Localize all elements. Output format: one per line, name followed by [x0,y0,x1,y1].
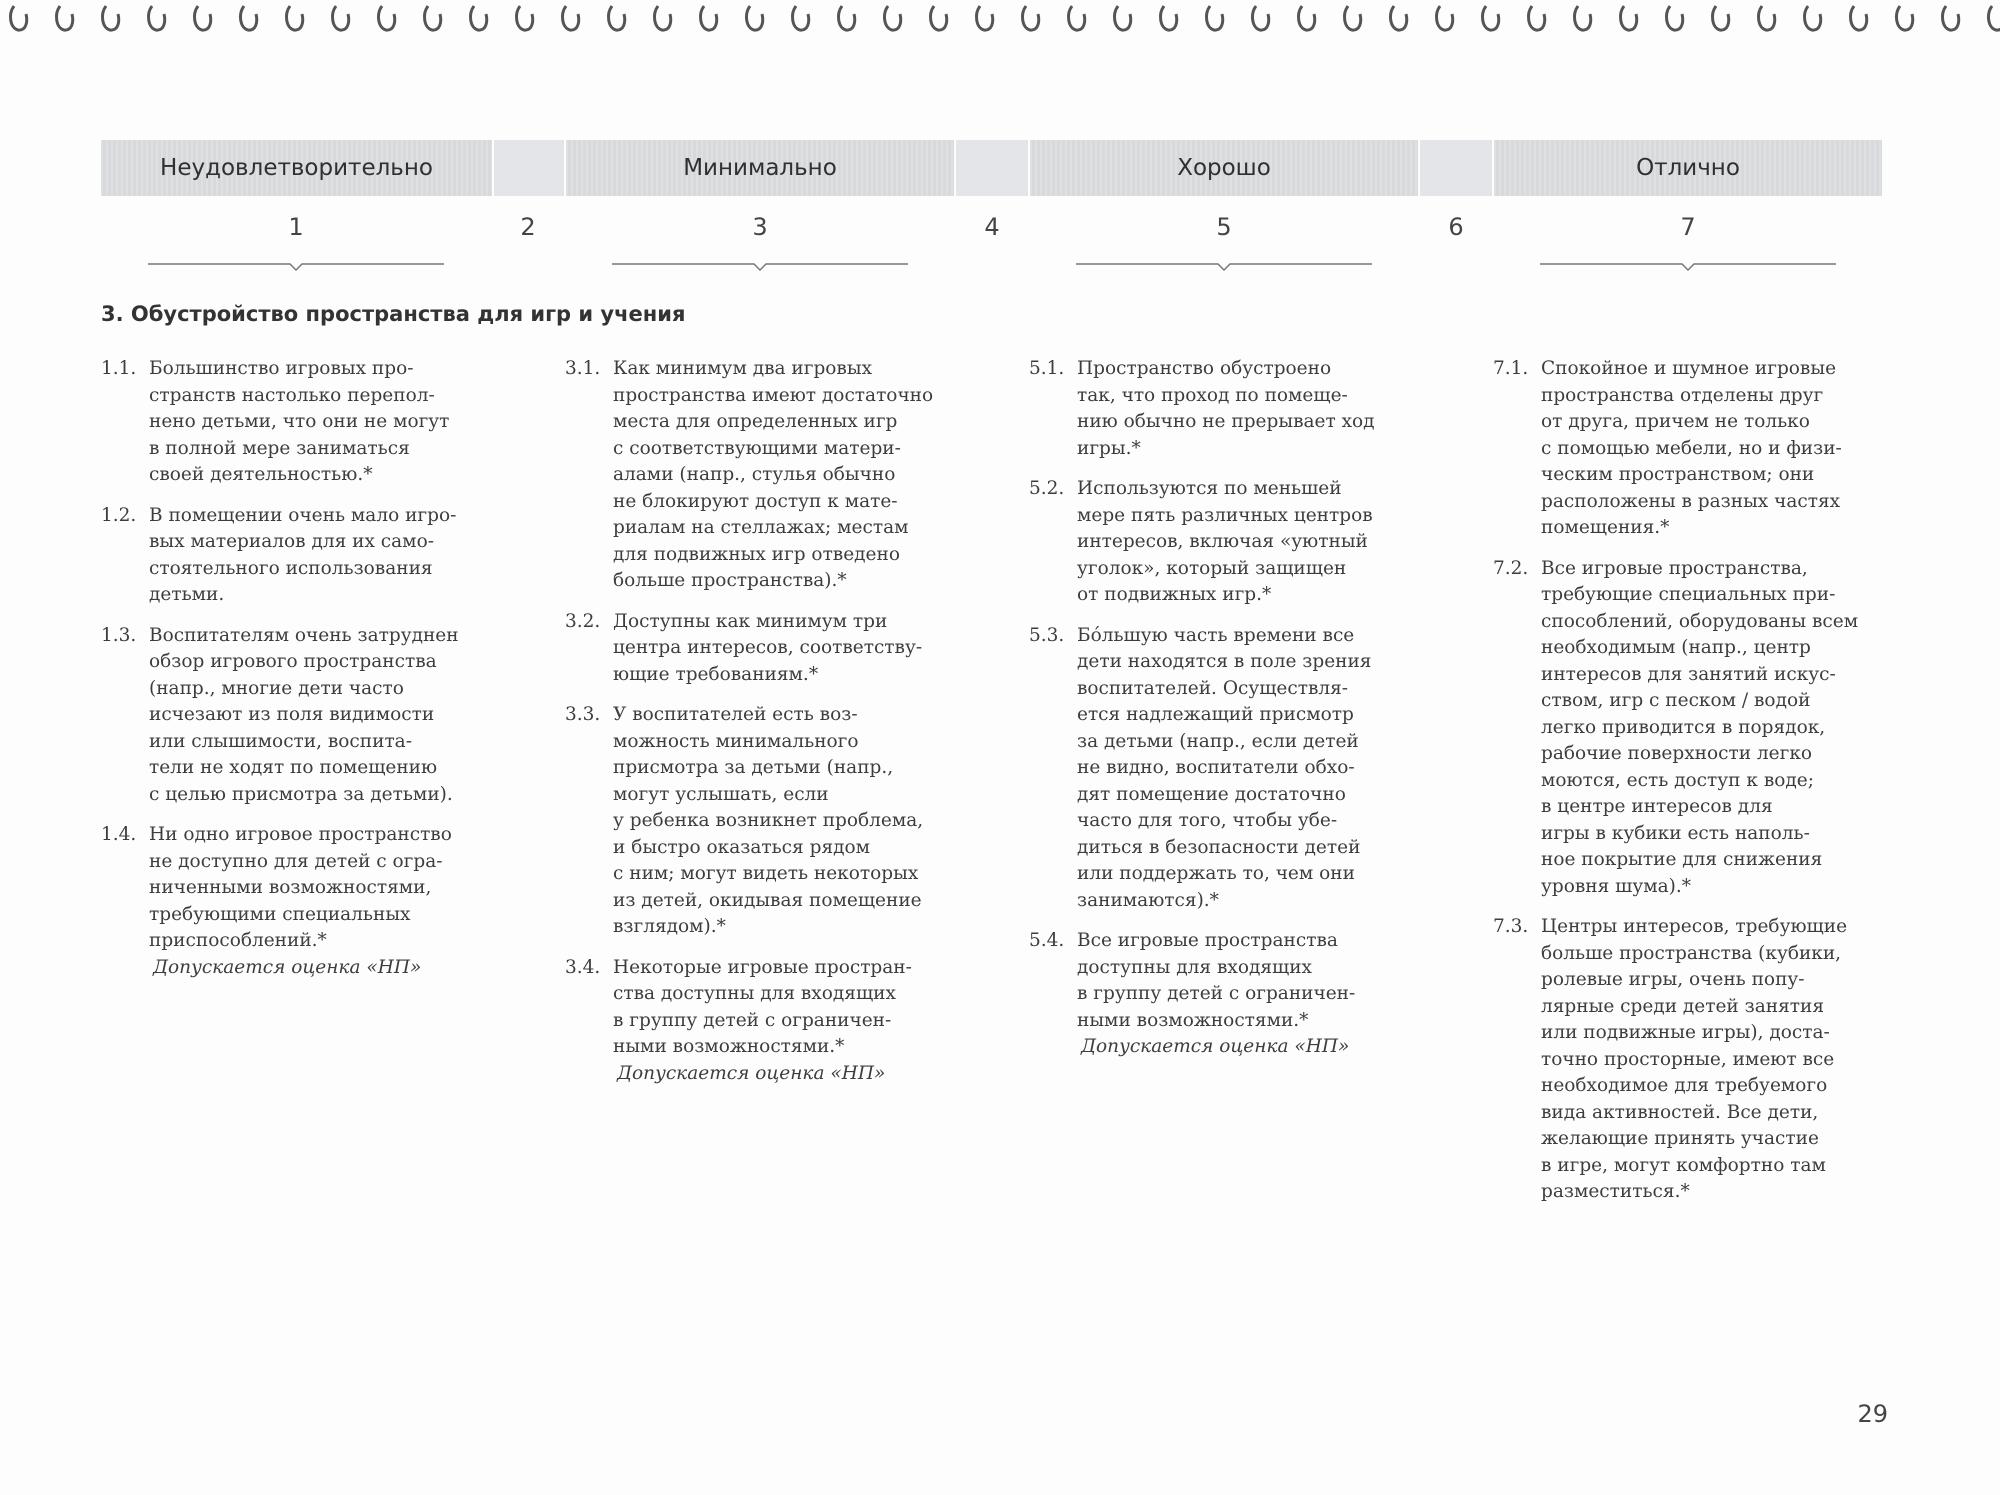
spiral-coil [1207,6,1223,30]
spiral-coil [1805,6,1821,30]
item-text: Центры интересов, требующие больше пространства (кубики, ролевые игры, очень попу- лярные среди детей занятия или подвижные игры), доста- точно просторные, имеют все необходимое для требуемого вида активностей. Все дети, желающие принять участие в игре, могут комфортно там разместиться.* [1541,916,1848,1202]
list-item [1029,928,1449,1061]
rating-header-good [1030,140,1418,196]
item-number: 5.1. [1029,358,1065,379]
spiral-coil [1575,6,1591,30]
spiral-coil [195,6,211,30]
scale-brace-line [148,262,444,272]
item-text: Все игровые пространства доступны для входящих в группу детей с ограничен- ными возможностями.* [1077,930,1356,1031]
scale-number: 1 [288,213,304,241]
spiral-coil [793,6,809,30]
column-unsatisfactory [101,356,521,995]
spiral-coil [103,6,119,30]
rating-label: Минимально [683,155,837,181]
list-item [101,822,521,981]
spiral-coil [1253,6,1269,30]
item-text: Используются по меньшей мере пять различных центров интересов, включая «уютный уголок», который защищен от подвижных игр.* [1077,478,1373,605]
item-number: 1.3. [101,624,137,646]
page-number: 29 [1857,1400,1888,1428]
item-text: Бо́льшую часть времени все дети находятся в поле зрения воспитателей. Осуществля- ется надлежащий присмотр за детьми (напр., если детей не видно, воспитатели обхо- дят помещение достаточно часто для того, чтобы убе- диться в безопасности детей или поддержать то, чем они занимаются).* [1077,624,1372,911]
spiral-coil [1115,6,1131,30]
scale-number: 5 [1216,213,1232,241]
spiral-coil [1345,6,1361,30]
list-item [1029,356,1449,462]
spiral-coil [1713,6,1729,30]
column-minimal [565,356,985,1101]
item-text: Некоторые игровые простран- ства доступны для входящих в группу детей с ограничен- ными возможностями.* [613,956,912,1057]
spiral-coil [425,6,441,30]
scale-brace-line [612,262,908,272]
list-item [565,955,985,1088]
rating-label: Отлично [1636,155,1740,181]
item-text: Воспитателям очень затруднен обзор игрового пространства (напр., многие дети часто исчезают из поля видимости или слышимости, воспита- тели не ходят по помещению с целью присмотра за детьми). [149,624,459,805]
spiral-coil [11,6,27,30]
spiral-coil [885,6,901,30]
column-good [1029,356,1449,1075]
scale-number: 3 [752,213,768,241]
spiral-coil [1299,6,1315,30]
rating-header-gap [494,140,564,196]
list-item [1493,914,1913,1206]
column-excellent [1493,356,1913,1220]
scale-number: 2 [520,213,536,241]
item-text: Спокойное и шумное игровые пространства отделены друг от друга, причем не только с помощью мебели, но и физи- ческим пространством; они расположены в разных частях помещения.* [1541,358,1842,538]
spiral-coil [1437,6,1453,30]
spiral-coil [149,6,165,30]
item-number: 7.1. [1493,358,1529,379]
item-number: 5.4. [1029,930,1065,951]
item-number: 1.1. [101,358,137,379]
spiral-coil [379,6,395,30]
item-number: 5.2. [1029,478,1065,499]
item-text: В помещении очень мало игро- вых материалов для их само- стоятельного использования детьми. [149,504,457,605]
spiral-coil [931,6,947,30]
item-number: 1.4. [101,824,137,845]
spiral-coil [1161,6,1177,30]
spiral-coil [287,6,303,30]
item-number: 3.1. [565,358,601,379]
na-note: Допускается оценка «НП» [153,956,422,978]
scale-brace-line [1540,262,1836,272]
list-item [1029,476,1449,609]
spiral-coil [1943,6,1959,30]
spiral-coil [1759,6,1775,30]
scale-number: 4 [984,213,1000,241]
item-number: 1.2. [101,504,137,526]
item-text: Пространство обустроено так, что проход по помеще- нию обычно не прерывает ход игры.* [1077,358,1375,459]
list-item [565,356,985,595]
spiral-coil [977,6,993,30]
rating-label: Неудовлетворительно [160,155,433,181]
rating-header-gap [956,140,1028,196]
rating-label: Хорошо [1177,155,1271,181]
list-item [1493,556,1913,901]
scale-number: 7 [1680,213,1696,241]
scale-number: 6 [1448,213,1464,241]
spiral-coil [333,6,349,30]
spiral-coil [471,6,487,30]
spiral-coil [241,6,257,30]
list-item [565,702,985,941]
item-text: Все игровые пространства, требующие специальных при- способлений, оборудованы всем необходимым (напр., центр интересов для занятий искус- ством, игр с песком / водой легко приводится в порядок, рабочие поверхности легко моются, есть доступ к воде; в центре интересов для игры в кубики есть наполь- ное покрытие для снижения уровня шума).* [1541,557,1859,897]
scale-brace-line [1076,262,1372,272]
item-number: 3.4. [565,956,601,978]
list-item [1029,623,1449,915]
item-text: Ни одно игровое пространство не доступно для детей с огра- ниченными возможностями, требующими специальных приспособлений.* [149,824,452,951]
spiral-coil [1897,6,1913,30]
list-item [101,356,521,489]
item-number: 3.3. [565,704,601,725]
item-text: Как минимум два игровых пространства имеют достаточно места для определенных игр с соответствующими матери- алами (напр., стулья обычно не блокируют доступ к мате- риалам на стеллажах; местам для подвижных игр отведено больше пространства).* [613,358,934,591]
item-number: 7.3. [1493,916,1529,937]
item-number: 5.3. [1029,624,1065,646]
list-item [1493,356,1913,542]
rating-header-gap [1420,140,1492,196]
spiral-coil [1667,6,1683,30]
section-title: 3. Обустройство пространства для игр и учения [101,302,686,326]
list-item [565,609,985,689]
rating-header-unsatisfactory [101,140,492,196]
spiral-coil [1483,6,1499,30]
spiral-coil [701,6,717,30]
spiral-coil [1989,6,2000,30]
item-text: Большинство игровых про- странств настолько перепол- нено детьми, что они не могут в полной мере заниматься своей деятельностью.* [149,358,450,485]
rating-header-minimal [566,140,954,196]
spiral-coil [1621,6,1637,30]
spiral-coil [609,6,625,30]
spiral-coil [1023,6,1039,30]
spiral-coil [517,6,533,30]
spiral-coil [57,6,73,30]
spiral-coil [1069,6,1085,30]
rating-header-excellent [1494,140,1882,196]
na-note: Допускается оценка «НП» [617,1062,886,1084]
item-text: Доступны как минимум три центра интересов, соответству- ющие требованиям.* [613,610,923,685]
item-text: У воспитателей есть воз- можность минимального присмотра за детьми (напр., могут услышать, если у ребенка возникнет проблема, и быстро оказаться рядом с ним; могут видеть некоторых из детей, окидывая помещение взглядом).* [613,704,924,937]
list-item [101,623,521,809]
spiral-coil [839,6,855,30]
item-number: 3.2. [565,610,601,632]
spiral-binding [0,0,2000,40]
spiral-coil [563,6,579,30]
spiral-coil [747,6,763,30]
item-number: 7.2. [1493,557,1529,579]
list-item [101,503,521,609]
spiral-coil [1391,6,1407,30]
spiral-coil [655,6,671,30]
na-note: Допускается оценка «НП» [1081,1036,1350,1057]
spiral-coil [1529,6,1545,30]
spiral-coil [1851,6,1867,30]
